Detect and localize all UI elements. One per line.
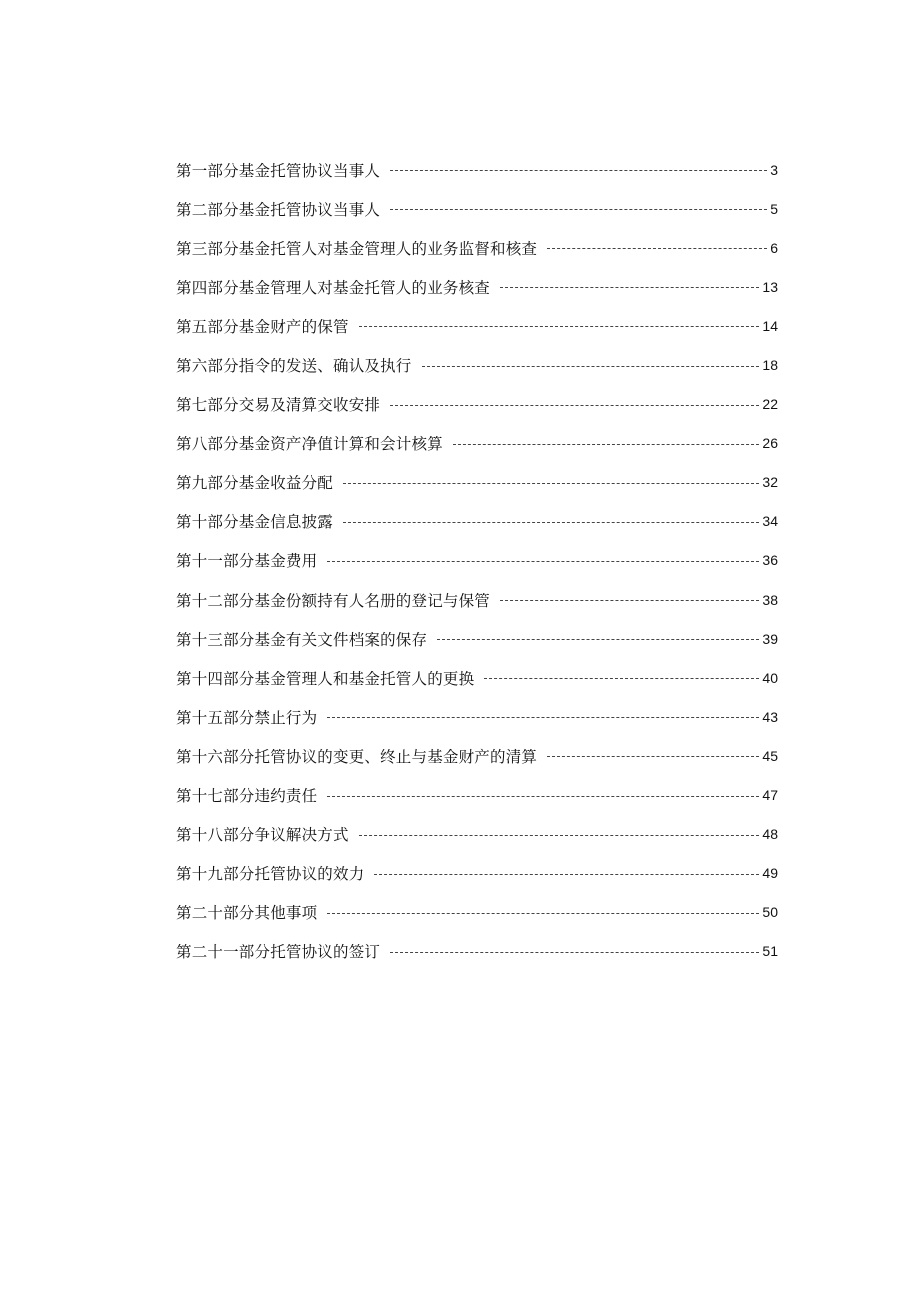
toc-entry-page: 26 bbox=[762, 435, 778, 452]
toc-leader-dashes bbox=[343, 483, 759, 484]
toc-entry-title: 第十三部分基金有关文件档案的保存 bbox=[176, 630, 428, 649]
toc-entry-page: 40 bbox=[762, 669, 778, 686]
toc-entry-title: 第八部分基金资产净值计算和会计核算 bbox=[176, 435, 443, 454]
toc-entry-title: 第四部分基金管理人对基金托管人的业务核查 bbox=[176, 278, 491, 297]
toc-entry[interactable] bbox=[176, 463, 778, 502]
toc-entry-title: 第二十一部分托管协议的签订 bbox=[176, 943, 381, 962]
toc-entry[interactable] bbox=[176, 580, 778, 619]
toc-leader-dashes bbox=[500, 600, 759, 601]
toc-leader-dashes bbox=[390, 209, 767, 210]
toc-entry[interactable] bbox=[176, 541, 778, 580]
toc-entry[interactable] bbox=[176, 306, 778, 345]
toc-entry-title: 第十四部分基金管理人和基金托管人的更换 bbox=[176, 669, 475, 688]
toc-entry-title: 第十一部分基金费用 bbox=[176, 552, 318, 571]
toc-leader-dashes bbox=[327, 796, 759, 797]
toc-leader-dashes bbox=[359, 326, 760, 327]
toc-entry[interactable] bbox=[176, 815, 778, 854]
toc-leader-dashes bbox=[374, 874, 759, 875]
toc-entry-title: 第十七部分违约责任 bbox=[176, 787, 318, 806]
toc-entry-title: 第六部分指令的发送、确认及执行 bbox=[176, 357, 412, 376]
toc-entry[interactable] bbox=[176, 854, 778, 893]
toc-entry-title: 第十六部分托管协议的变更、终止与基金财产的清算 bbox=[176, 747, 538, 766]
toc-entry-title: 第十二部分基金份额持有人名册的登记与保管 bbox=[176, 591, 491, 610]
toc-entry-page: 5 bbox=[770, 200, 778, 217]
toc-leader-dashes bbox=[437, 639, 759, 640]
toc-entry-title: 第九部分基金收益分配 bbox=[176, 474, 334, 493]
table-of-contents bbox=[176, 150, 778, 971]
toc-leader-dashes bbox=[327, 913, 759, 914]
toc-leader-dashes bbox=[500, 287, 759, 288]
toc-entry-page: 32 bbox=[762, 474, 778, 491]
toc-entry-page: 14 bbox=[762, 317, 778, 334]
toc-entry-page: 13 bbox=[762, 278, 778, 295]
toc-entry-title: 第十五部分禁止行为 bbox=[176, 708, 318, 727]
toc-entry-page: 34 bbox=[762, 513, 778, 530]
toc-entry-page: 18 bbox=[762, 357, 778, 374]
toc-entry-page: 49 bbox=[762, 865, 778, 882]
toc-entry-page: 43 bbox=[762, 708, 778, 725]
toc-entry[interactable] bbox=[176, 932, 778, 971]
toc-leader-dashes bbox=[422, 366, 760, 367]
toc-entry[interactable] bbox=[176, 150, 778, 189]
toc-entry[interactable] bbox=[176, 228, 778, 267]
toc-entry-title: 第十部分基金信息披露 bbox=[176, 513, 334, 532]
toc-leader-dashes bbox=[359, 835, 760, 836]
toc-entry-title: 第二部分基金托管协议当事人 bbox=[176, 200, 381, 219]
toc-entry-page: 45 bbox=[762, 747, 778, 764]
toc-entry[interactable] bbox=[176, 697, 778, 736]
toc-entry-title: 第十八部分争议解决方式 bbox=[176, 826, 349, 845]
toc-entry[interactable] bbox=[176, 189, 778, 228]
toc-entry[interactable] bbox=[176, 267, 778, 306]
toc-entry[interactable] bbox=[176, 619, 778, 658]
toc-entry[interactable] bbox=[176, 502, 778, 541]
toc-leader-dashes bbox=[453, 444, 760, 445]
toc-entry[interactable] bbox=[176, 385, 778, 424]
toc-leader-dashes bbox=[547, 756, 759, 757]
toc-entry[interactable] bbox=[176, 893, 778, 932]
toc-entry-page: 36 bbox=[762, 552, 778, 569]
toc-entry-title: 第一部分基金托管协议当事人 bbox=[176, 161, 381, 180]
toc-leader-dashes bbox=[390, 170, 767, 171]
toc-entry-title: 第三部分基金托管人对基金管理人的业务监督和核查 bbox=[176, 239, 538, 258]
toc-entry-page: 47 bbox=[762, 787, 778, 804]
toc-leader-dashes bbox=[390, 405, 759, 406]
toc-entry-page: 38 bbox=[762, 591, 778, 608]
toc-leader-dashes bbox=[390, 952, 759, 953]
toc-entry-page: 51 bbox=[762, 943, 778, 960]
toc-entry[interactable] bbox=[176, 345, 778, 384]
toc-entry-page: 48 bbox=[762, 826, 778, 843]
toc-entry-title: 第十九部分托管协议的效力 bbox=[176, 865, 365, 884]
toc-entry[interactable] bbox=[176, 424, 778, 463]
toc-leader-dashes bbox=[484, 678, 759, 679]
toc-entry[interactable] bbox=[176, 736, 778, 775]
toc-entry-title: 第五部分基金财产的保管 bbox=[176, 317, 349, 336]
toc-entry-page: 6 bbox=[770, 239, 778, 256]
toc-leader-dashes bbox=[343, 522, 759, 523]
toc-leader-dashes bbox=[547, 248, 767, 249]
toc-entry-page: 50 bbox=[762, 904, 778, 921]
toc-entry-page: 39 bbox=[762, 630, 778, 647]
toc-entry-title: 第七部分交易及清算交收安排 bbox=[176, 396, 381, 415]
toc-leader-dashes bbox=[327, 561, 759, 562]
toc-entry-title: 第二十部分其他事项 bbox=[176, 904, 318, 923]
toc-entry[interactable] bbox=[176, 776, 778, 815]
toc-entry-page: 3 bbox=[770, 161, 778, 178]
toc-entry-page: 22 bbox=[762, 396, 778, 413]
toc-entry[interactable] bbox=[176, 658, 778, 697]
toc-leader-dashes bbox=[327, 717, 759, 718]
